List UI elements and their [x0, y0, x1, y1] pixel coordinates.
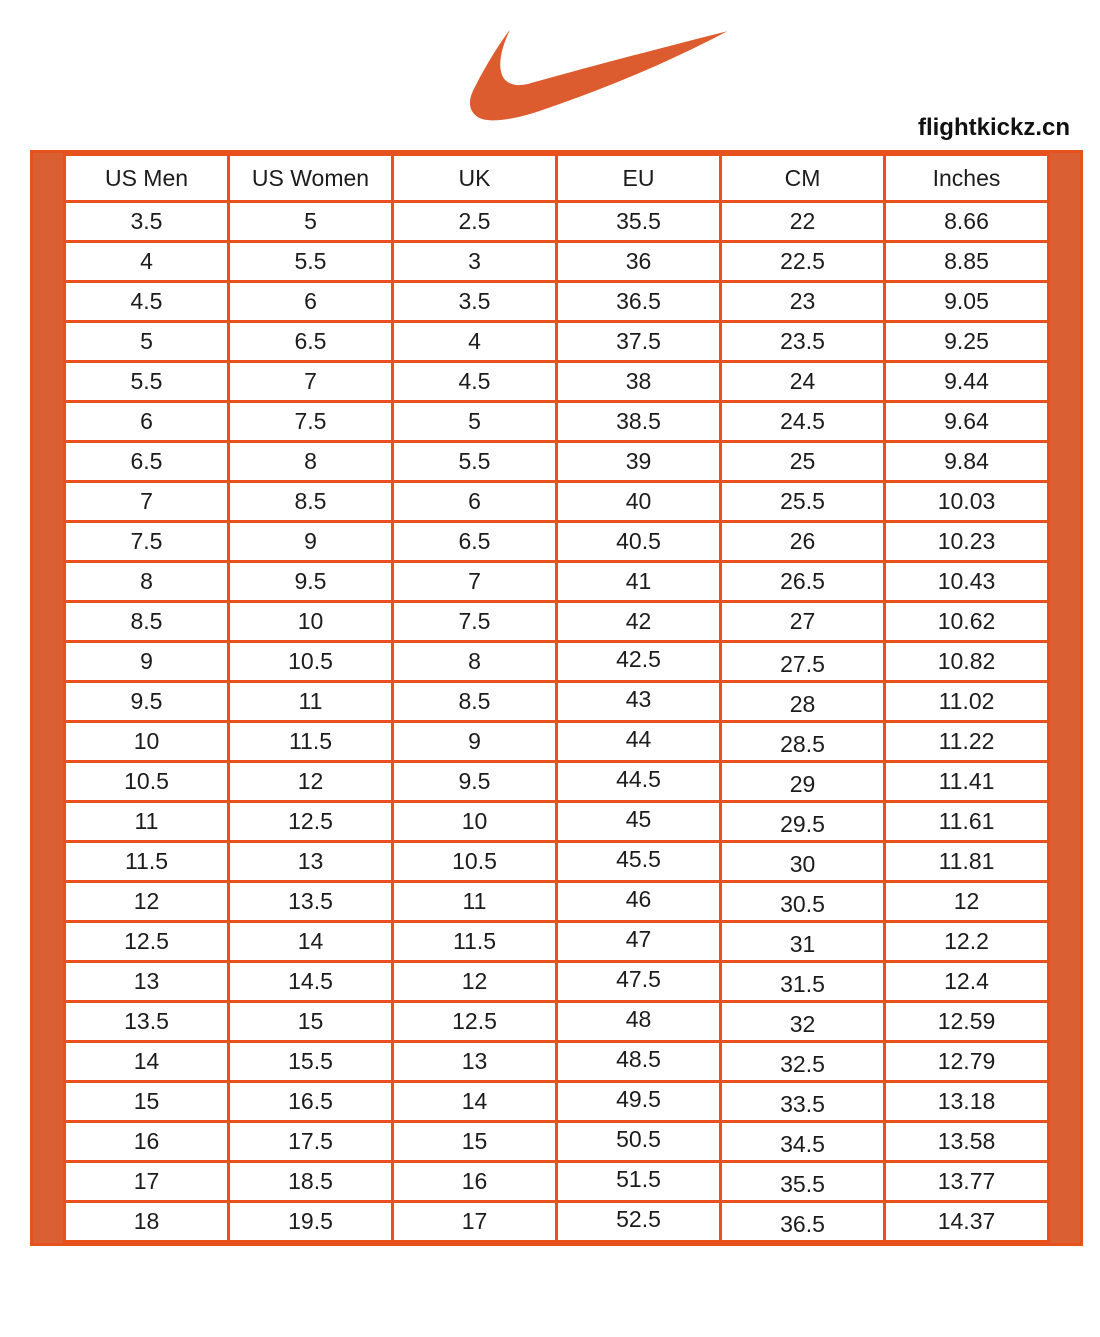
left-rail [33, 153, 63, 1243]
table-cell: 11.5 [65, 842, 229, 882]
table-row [65, 642, 1049, 682]
table-cell: 13.58 [885, 1122, 1049, 1162]
table-row [65, 362, 1049, 402]
table-cell: 28.5 [721, 722, 885, 762]
table-cell: 19.5 [229, 1202, 393, 1242]
table-cell: 15 [229, 1002, 393, 1042]
table-row [65, 602, 1049, 642]
table-cell: 13 [65, 962, 229, 1002]
table-row [65, 1042, 1049, 1082]
table-cell: 5.5 [393, 442, 557, 482]
table-cell: 9.5 [393, 762, 557, 802]
table-cell: 47.5 [557, 962, 721, 1002]
table-row [65, 962, 1049, 1002]
table-cell: 22.5 [721, 242, 885, 282]
table-cell: 10.5 [229, 642, 393, 682]
table-row [65, 882, 1049, 922]
table-cell: 14.37 [885, 1202, 1049, 1242]
table-cell: 12.4 [885, 962, 1049, 1002]
table-cell: 35.5 [721, 1162, 885, 1202]
table-cell: 15 [65, 1082, 229, 1122]
table-row [65, 202, 1049, 242]
table-cell: 10.43 [885, 562, 1049, 602]
table-cell: 11.22 [885, 722, 1049, 762]
table-cell: 30.5 [721, 882, 885, 922]
table-cell: 11 [65, 802, 229, 842]
table-cell: 13.77 [885, 1162, 1049, 1202]
table-cell: 12.5 [229, 802, 393, 842]
column-header-cm: CM [721, 155, 885, 202]
column-header-eu: EU [557, 155, 721, 202]
table-cell: 31.5 [721, 962, 885, 1002]
table-cell: 8 [393, 642, 557, 682]
table-cell: 32.5 [721, 1042, 885, 1082]
table-cell: 29 [721, 762, 885, 802]
table-cell: 42 [557, 602, 721, 642]
table-cell: 3.5 [393, 282, 557, 322]
table-cell: 11.5 [393, 922, 557, 962]
table-row [65, 402, 1049, 442]
logo-area [0, 0, 1100, 150]
table-row [65, 682, 1049, 722]
table-cell: 47 [557, 922, 721, 962]
table-cell: 49.5 [557, 1082, 721, 1122]
table-cell: 4 [393, 322, 557, 362]
table-cell: 10.5 [393, 842, 557, 882]
table-cell: 3 [393, 242, 557, 282]
table-cell: 10.82 [885, 642, 1049, 682]
table-cell: 8.85 [885, 242, 1049, 282]
table-cell: 12.5 [65, 922, 229, 962]
table-cell: 9.5 [229, 562, 393, 602]
table-cell: 9 [65, 642, 229, 682]
table-row [65, 722, 1049, 762]
table-cell: 22 [721, 202, 885, 242]
size-chart-frame [30, 150, 1083, 1246]
table-row [65, 922, 1049, 962]
table-cell: 14.5 [229, 962, 393, 1002]
table-cell: 37.5 [557, 322, 721, 362]
table-cell: 45 [557, 802, 721, 842]
table-row [65, 1002, 1049, 1042]
table-cell: 44.5 [557, 762, 721, 802]
table-cell: 29.5 [721, 802, 885, 842]
table-cell: 6.5 [393, 522, 557, 562]
table-cell: 36.5 [721, 1202, 885, 1242]
table-cell: 38 [557, 362, 721, 402]
table-cell: 4.5 [65, 282, 229, 322]
table-cell: 7 [229, 362, 393, 402]
table-cell: 44 [557, 722, 721, 762]
table-cell: 5 [393, 402, 557, 442]
table-cell: 8 [65, 562, 229, 602]
column-header-us-women: US Women [229, 155, 393, 202]
table-cell: 34.5 [721, 1122, 885, 1162]
table-cell: 9.84 [885, 442, 1049, 482]
table-cell: 6.5 [65, 442, 229, 482]
table-cell: 41 [557, 562, 721, 602]
table-cell: 46 [557, 882, 721, 922]
table-cell: 13 [393, 1042, 557, 1082]
table-cell: 48 [557, 1002, 721, 1042]
table-cell: 12.2 [885, 922, 1049, 962]
table-cell: 45.5 [557, 842, 721, 882]
table-row [65, 482, 1049, 522]
table-cell: 12 [65, 882, 229, 922]
table-cell: 12 [885, 882, 1049, 922]
table-cell: 24.5 [721, 402, 885, 442]
table-cell: 16 [393, 1162, 557, 1202]
size-conversion-table [63, 153, 1050, 1243]
right-rail [1050, 153, 1080, 1243]
table-cell: 5.5 [65, 362, 229, 402]
table-cell: 11.02 [885, 682, 1049, 722]
table-row [65, 762, 1049, 802]
table-row [65, 282, 1049, 322]
table-cell: 11 [229, 682, 393, 722]
table-row [65, 522, 1049, 562]
table-cell: 11.41 [885, 762, 1049, 802]
table-cell: 43 [557, 682, 721, 722]
table-cell: 11.81 [885, 842, 1049, 882]
table-cell: 9.5 [65, 682, 229, 722]
table-row [65, 242, 1049, 282]
table-cell: 14 [229, 922, 393, 962]
table-cell: 3.5 [65, 202, 229, 242]
table-cell: 30 [721, 842, 885, 882]
table-cell: 10 [393, 802, 557, 842]
table-cell: 8.5 [65, 602, 229, 642]
column-header-us-men: US Men [65, 155, 229, 202]
table-cell: 14 [65, 1042, 229, 1082]
table-row [65, 1082, 1049, 1122]
table-cell: 6 [393, 482, 557, 522]
table-row [65, 842, 1049, 882]
table-cell: 9.44 [885, 362, 1049, 402]
table-cell: 40.5 [557, 522, 721, 562]
table-row [65, 562, 1049, 602]
table-cell: 35.5 [557, 202, 721, 242]
table-cell: 17 [65, 1162, 229, 1202]
table-cell: 15.5 [229, 1042, 393, 1082]
table-cell: 9 [229, 522, 393, 562]
table-cell: 6 [229, 282, 393, 322]
table-cell: 10.5 [65, 762, 229, 802]
table-cell: 26.5 [721, 562, 885, 602]
table-cell: 28 [721, 682, 885, 722]
table-cell: 17 [393, 1202, 557, 1242]
table-cell: 32 [721, 1002, 885, 1042]
table-cell: 4 [65, 242, 229, 282]
table-row [65, 1162, 1049, 1202]
table-cell: 9.25 [885, 322, 1049, 362]
header-row [65, 155, 1049, 202]
table-cell: 12.79 [885, 1042, 1049, 1082]
table-cell: 12.5 [393, 1002, 557, 1042]
table-cell: 26 [721, 522, 885, 562]
table-cell: 17.5 [229, 1122, 393, 1162]
table-cell: 18 [65, 1202, 229, 1242]
table-cell: 42.5 [557, 642, 721, 682]
table-cell: 10.23 [885, 522, 1049, 562]
table-cell: 2.5 [393, 202, 557, 242]
nike-swoosh-icon [453, 27, 730, 125]
table-cell: 5.5 [229, 242, 393, 282]
table-cell: 38.5 [557, 402, 721, 442]
table-row [65, 1122, 1049, 1162]
table-cell: 9.64 [885, 402, 1049, 442]
table-cell: 40 [557, 482, 721, 522]
table-cell: 33.5 [721, 1082, 885, 1122]
table-cell: 51.5 [557, 1162, 721, 1202]
table-cell: 7.5 [229, 402, 393, 442]
table-cell: 9.05 [885, 282, 1049, 322]
table-cell: 27 [721, 602, 885, 642]
table-cell: 8.66 [885, 202, 1049, 242]
table-cell: 4.5 [393, 362, 557, 402]
table-cell: 10.62 [885, 602, 1049, 642]
table-cell: 16.5 [229, 1082, 393, 1122]
table-cell: 6.5 [229, 322, 393, 362]
table-cell: 36.5 [557, 282, 721, 322]
table-cell: 31 [721, 922, 885, 962]
table-cell: 8 [229, 442, 393, 482]
table-cell: 7 [65, 482, 229, 522]
table-cell: 12.59 [885, 1002, 1049, 1042]
table-cell: 24 [721, 362, 885, 402]
table-cell: 18.5 [229, 1162, 393, 1202]
table-cell: 14 [393, 1082, 557, 1122]
table-cell: 7.5 [65, 522, 229, 562]
table-cell: 11.5 [229, 722, 393, 762]
table-cell: 10 [229, 602, 393, 642]
table-cell: 25 [721, 442, 885, 482]
table-cell: 9 [393, 722, 557, 762]
table-cell: 27.5 [721, 642, 885, 682]
table-cell: 13.5 [65, 1002, 229, 1042]
table-cell: 50.5 [557, 1122, 721, 1162]
table-cell: 13.5 [229, 882, 393, 922]
column-header-uk: UK [393, 155, 557, 202]
table-cell: 13 [229, 842, 393, 882]
table-cell: 36 [557, 242, 721, 282]
table-cell: 10.03 [885, 482, 1049, 522]
table-row [65, 802, 1049, 842]
table-cell: 12 [229, 762, 393, 802]
column-header-inches: Inches [885, 155, 1049, 202]
table-body [65, 202, 1049, 1242]
table-cell: 7.5 [393, 602, 557, 642]
table-cell: 5 [229, 202, 393, 242]
table-cell: 8.5 [229, 482, 393, 522]
watermark-text: flightkickz.cn [917, 114, 1070, 141]
table-cell: 23 [721, 282, 885, 322]
table-cell: 6 [65, 402, 229, 442]
table-cell: 11 [393, 882, 557, 922]
table-cell: 15 [393, 1122, 557, 1162]
table-cell: 23.5 [721, 322, 885, 362]
table-cell: 16 [65, 1122, 229, 1162]
table-cell: 10 [65, 722, 229, 762]
table-row [65, 1202, 1049, 1242]
table-cell: 52.5 [557, 1202, 721, 1242]
table-cell: 39 [557, 442, 721, 482]
table-cell: 11.61 [885, 802, 1049, 842]
table-cell: 7 [393, 562, 557, 602]
table-row [65, 322, 1049, 362]
table-cell: 25.5 [721, 482, 885, 522]
table-cell: 48.5 [557, 1042, 721, 1082]
table-cell: 13.18 [885, 1082, 1049, 1122]
table-cell: 5 [65, 322, 229, 362]
table-cell: 8.5 [393, 682, 557, 722]
table-row [65, 442, 1049, 482]
table-cell: 12 [393, 962, 557, 1002]
